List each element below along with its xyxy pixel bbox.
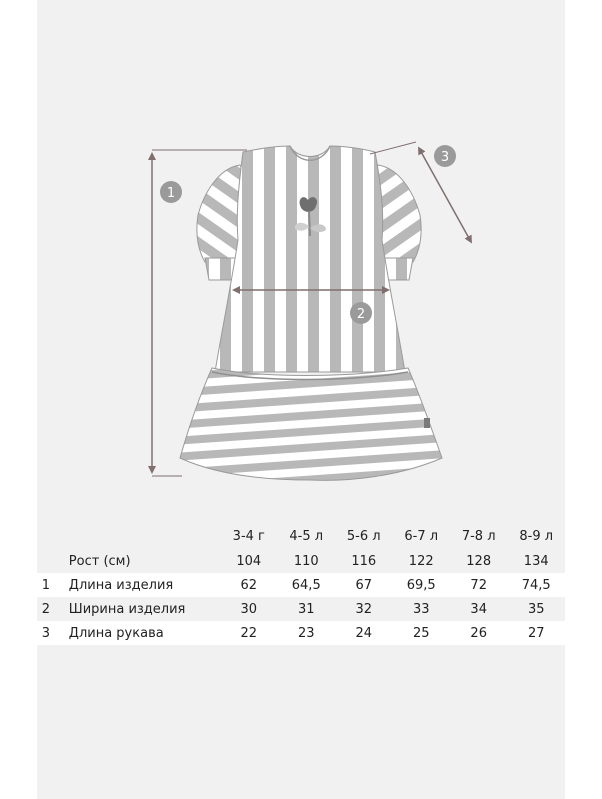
table-cell: 24 bbox=[335, 621, 392, 645]
row-index: 3 bbox=[37, 621, 55, 645]
size-column-header: 5-6 л bbox=[346, 528, 381, 544]
size-column-header: 7-8 л bbox=[461, 528, 496, 544]
size-chart-table bbox=[37, 523, 565, 645]
row-index bbox=[37, 549, 55, 573]
table-row bbox=[37, 573, 565, 597]
table-cell: 134 bbox=[523, 553, 549, 569]
table-row bbox=[37, 597, 565, 621]
table-cell: 104 bbox=[236, 553, 262, 569]
table-cell: 64,5 bbox=[278, 573, 335, 597]
table-cell: 32 bbox=[355, 601, 372, 617]
table-cell: 116 bbox=[351, 553, 377, 569]
table-cell: 31 bbox=[297, 601, 315, 617]
size-column-header: 8-9 л bbox=[519, 528, 554, 544]
marker-2 bbox=[350, 302, 372, 324]
table-cell: 23 bbox=[278, 621, 335, 645]
table-cell: 67 bbox=[335, 573, 392, 597]
dress-bodice bbox=[215, 146, 405, 372]
table-cell: 26 bbox=[450, 621, 507, 645]
dress-skirt-flounce bbox=[180, 368, 442, 480]
row-index: 2 bbox=[41, 601, 51, 617]
svg-text:3: 3 bbox=[440, 150, 450, 165]
row-index: 1 bbox=[37, 573, 55, 597]
row-label: Длина рукава bbox=[55, 621, 220, 645]
table-cell: 74,5 bbox=[507, 573, 565, 597]
table-cell: 110 bbox=[293, 553, 319, 569]
row-label: Длина изделия bbox=[55, 573, 220, 597]
marker-3 bbox=[434, 145, 456, 167]
size-column-header: 6-7 л bbox=[404, 528, 439, 544]
table-cell: 122 bbox=[408, 553, 434, 569]
size-header-row bbox=[37, 523, 565, 549]
svg-text:1: 1 bbox=[166, 186, 176, 201]
table-cell: 128 bbox=[466, 553, 492, 569]
table-cell: 72 bbox=[450, 573, 507, 597]
table-row bbox=[37, 621, 565, 645]
size-column-header: 4-5 л bbox=[289, 528, 324, 544]
size-column-header: 3-4 г bbox=[232, 528, 265, 544]
row-label: Ширина изделия bbox=[68, 601, 186, 617]
table-cell: 33 bbox=[412, 601, 430, 617]
table-row bbox=[37, 549, 565, 573]
table-cell: 27 bbox=[507, 621, 565, 645]
table-cell: 62 bbox=[220, 573, 277, 597]
table-cell: 69,5 bbox=[392, 573, 449, 597]
table-cell: 22 bbox=[220, 621, 277, 645]
table-cell: 34 bbox=[470, 601, 487, 617]
table-cell: 25 bbox=[392, 621, 449, 645]
table-cell: 30 bbox=[240, 601, 258, 617]
row-label: Рост (см) bbox=[68, 553, 131, 569]
table-cell: 35 bbox=[527, 601, 545, 617]
svg-text:2: 2 bbox=[356, 307, 366, 322]
marker-1 bbox=[160, 181, 182, 203]
